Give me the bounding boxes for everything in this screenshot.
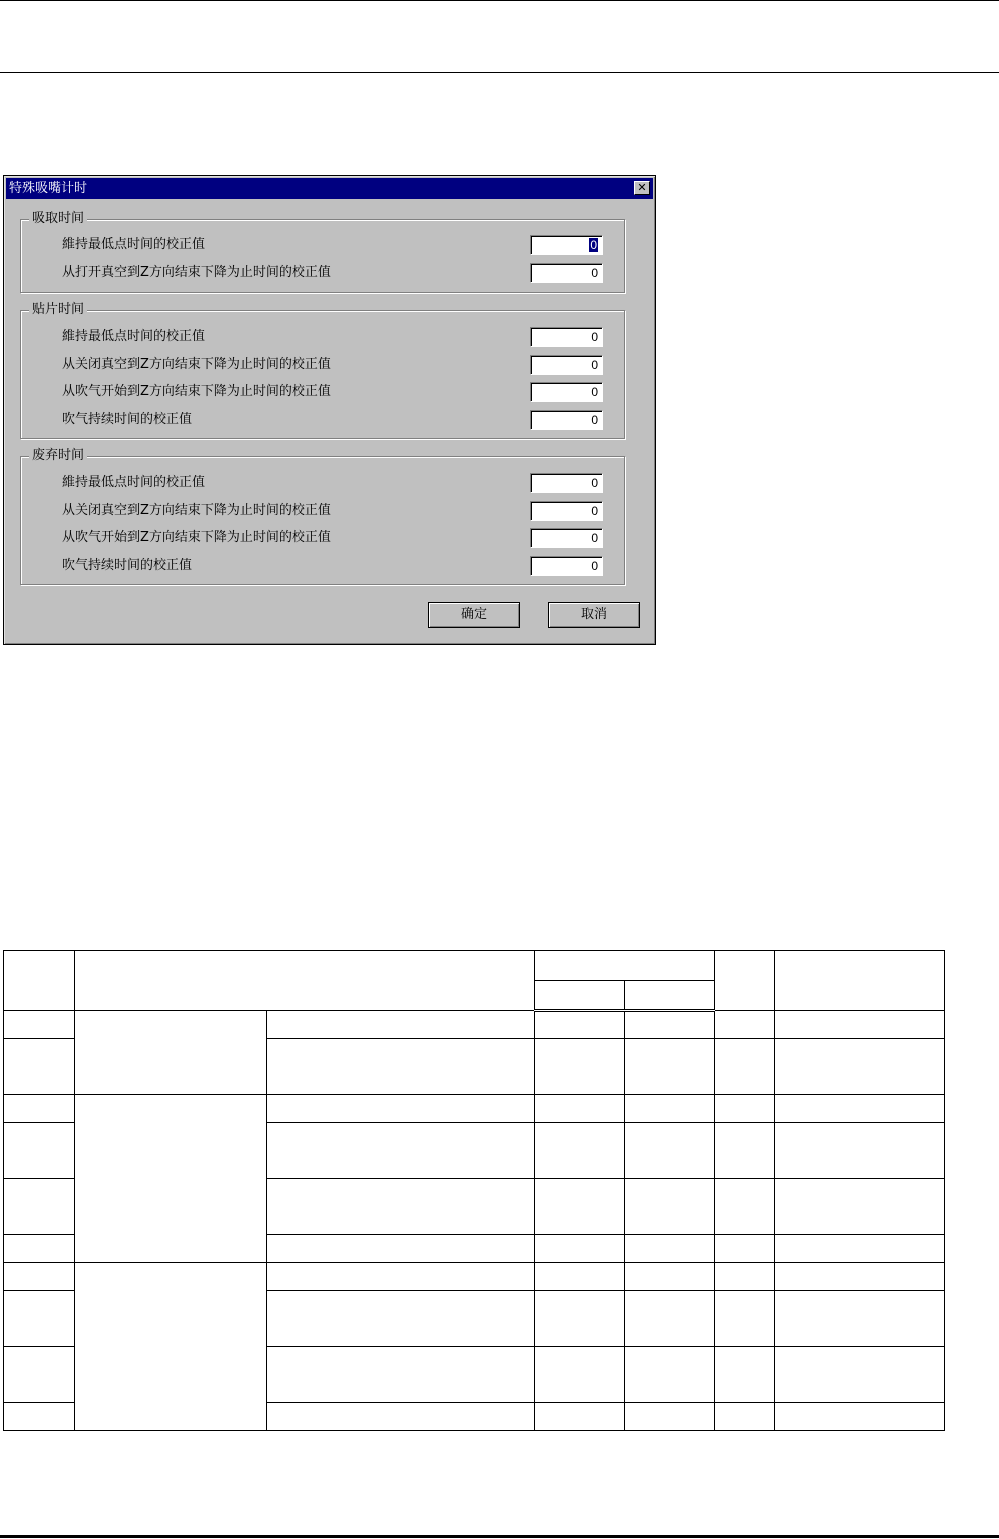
table-row [4, 1011, 945, 1039]
table-header-cell [535, 951, 715, 981]
row-label: 維持最低点时间的校正值 [62, 475, 206, 490]
row-label: 維持最低点时间的校正值 [62, 329, 206, 344]
group-discard-time [20, 448, 625, 585]
ok-button[interactable]: 确定 [428, 602, 520, 628]
table-header-cell [775, 951, 945, 1011]
row-label: 吹气持续时间的校正值 [62, 558, 193, 573]
special-nozzle-timing-dialog [3, 175, 656, 645]
row-label: 吹气持续时间的校正值 [62, 412, 193, 427]
discard-blow-duration-field[interactable]: 0 [530, 556, 603, 576]
row-label: 从吹气开始到Z方向结束下降为止时间的校正值 [62, 530, 331, 545]
table-header-cell [535, 981, 625, 1011]
table-group-cell [75, 1263, 267, 1431]
row-label: 从关闭真空到Z方向结束下降为止时间的校正值 [62, 357, 331, 372]
table-row [4, 1263, 945, 1291]
table-header-cell [75, 951, 535, 1011]
mount-blow-start-field[interactable]: 0 [530, 382, 603, 402]
group-mount-time [20, 302, 625, 439]
page-top-rule [0, 0, 999, 1]
table-group-cell [75, 1095, 267, 1263]
table-header-cell [4, 951, 75, 1011]
table-header-cell [625, 981, 715, 1011]
table-group-cell [75, 1011, 267, 1095]
discard-min-point-field[interactable]: 0 [530, 473, 603, 493]
spec-table [3, 950, 945, 1431]
page-header-rule [0, 72, 999, 73]
dialog-title: 特殊吸嘴计时 [9, 181, 88, 196]
row-label: 維持最低点时间的校正值 [62, 237, 206, 252]
cancel-button[interactable]: 取消 [548, 602, 640, 628]
group-label: 废弃时间 [29, 447, 87, 465]
group-label: 吸取时间 [29, 210, 87, 228]
group-label: 贴片时间 [29, 301, 87, 319]
table-header-row [4, 951, 945, 981]
close-icon[interactable]: ✕ [634, 181, 650, 195]
discard-blow-start-field[interactable]: 0 [530, 528, 603, 548]
table-row [4, 1095, 945, 1123]
pickup-min-point-field[interactable]: 0 [530, 235, 603, 255]
page-bottom-rule [0, 1535, 999, 1538]
pickup-vacuum-on-field[interactable]: 0 [530, 263, 603, 283]
row-label: 从吹气开始到Z方向结束下降为止时间的校正值 [62, 384, 331, 399]
row-label: 从关闭真空到Z方向结束下降为止时间的校正值 [62, 503, 331, 518]
mount-blow-duration-field[interactable]: 0 [530, 410, 603, 430]
mount-vacuum-off-field[interactable]: 0 [530, 355, 603, 375]
group-pickup-time [20, 211, 625, 293]
discard-vacuum-off-field[interactable]: 0 [530, 501, 603, 521]
mount-min-point-field[interactable]: 0 [530, 327, 603, 347]
table-header-cell [715, 951, 775, 1011]
dialog-titlebar[interactable] [6, 178, 653, 199]
row-label: 从打开真空到Z方向结束下降为止时间的校正值 [62, 265, 331, 280]
